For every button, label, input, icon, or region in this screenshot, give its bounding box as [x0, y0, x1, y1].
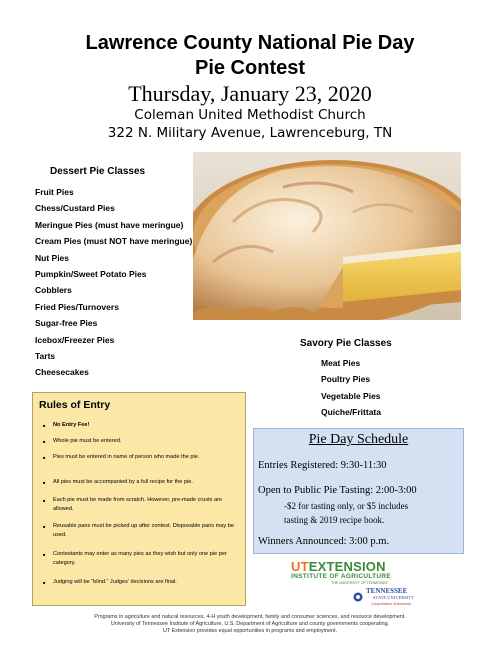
schedule-tasting: Open to Public Pie Tasting: 2:00-3:00 — [258, 485, 417, 496]
event-address: 322 N. Military Avenue, Lawrenceburg, TN — [107, 125, 393, 141]
dessert-class-item: Fruit Pies — [35, 187, 74, 197]
schedule-entries: Entries Registered: 9:30-11:30 — [258, 460, 387, 471]
tsu-seal-icon — [353, 589, 363, 599]
rule-item: ■ All pies must be accompanied by a full recipe for the pie. — [53, 478, 241, 487]
event-venue: Coleman United Methodist Church — [134, 107, 366, 123]
rule-item: ■ Judging will be “blind.” Judges’ decisions are final. — [53, 578, 241, 587]
footer-line2: University of Tennessee Institute of Agriculture, U.S. Department of Agriculture and county governments cooperating. — [110, 621, 390, 627]
rules-of-entry-box — [32, 392, 246, 606]
ut-tiny-label: THE UNIVERSITY OF TENNESSEE — [331, 581, 388, 585]
schedule-heading: Pie Day Schedule — [308, 432, 409, 447]
rule-item: ■ Whole pie must be entered. — [53, 437, 241, 446]
rule-item: ■ Contestants may enter as many pies as they wish but only one pie per category. — [53, 550, 241, 568]
ut-institute-label: INSTITUTE OF AGRICULTURE — [291, 573, 391, 580]
schedule-price-line2: tasting & 2019 recipe book. — [284, 515, 385, 525]
dessert-class-item: Sugar-free Pies — [35, 318, 98, 329]
dessert-class-item: Cheesecakes — [35, 367, 89, 378]
dessert-class-item: Meringue Pies (must have meringue) — [35, 219, 184, 230]
pie-day-schedule-box — [253, 428, 464, 554]
dessert-classes-heading: Dessert Pie Classes — [50, 166, 146, 177]
schedule-price-line1: -$2 for tasting only, or $5 includes — [284, 501, 409, 511]
schedule-winners: Winners Announced: 3:00 p.m. — [258, 536, 390, 547]
rule-item: ■ No Entry Fee! — [53, 421, 241, 430]
ut-extension-wordmark: UTEXTENSION — [291, 559, 386, 574]
dessert-class-item: Cobblers — [35, 285, 72, 296]
dessert-class-item: Tarts — [35, 351, 56, 362]
page-title: Lawrence County National Pie Day — [85, 32, 415, 54]
event-date: Thursday, January 23, 2020 — [128, 81, 372, 106]
page-subtitle: Pie Contest — [194, 57, 306, 79]
savory-class-item: Poultry Pies — [321, 374, 371, 385]
tsu-name: TENNESSEE — [366, 587, 408, 595]
savory-classes-heading: Savory Pie Classes — [300, 338, 392, 349]
dessert-class-item: Fried Pies/Turnovers — [35, 301, 119, 312]
tsu-tiny: Cooperative Extension — [371, 601, 412, 606]
ut-extension-logo — [291, 560, 431, 586]
rule-item: ■ Pies must be entered in name of person who made the pie. — [53, 453, 241, 462]
dessert-class-item: Pumpkin/Sweet Potato Pies — [35, 269, 147, 280]
savory-classes-list — [321, 355, 381, 421]
dessert-classes-list — [35, 184, 192, 381]
dessert-class-item: Chess/Custard Pies — [35, 203, 115, 214]
dessert-class-item: Cream Pies (must NOT have meringue) — [35, 236, 193, 247]
savory-class-item: Quiche/Frittata — [321, 407, 381, 418]
footer-line3: UT Extension provides equal opportunities in programs and employment. — [163, 628, 337, 634]
rule-item: ■ Each pie must be made from scratch. However, pre-made crusts are allowed. — [53, 496, 241, 514]
rule-item: ■ Reusable pans must be picked up after contest. Disposable pans may be used. — [53, 522, 241, 540]
savory-class-item: Vegetable Pies — [321, 390, 381, 401]
dessert-class-item: Icebox/Freezer Pies — [35, 334, 115, 345]
meringue-pie-photo — [193, 152, 461, 320]
footer-line1: Programs in agriculture and natural resources, 4-H youth development, family and consumer sciences, and resource development. — [94, 614, 406, 620]
rules-heading: Rules of Entry — [39, 399, 111, 411]
dessert-class-item: Nut Pies — [35, 252, 70, 263]
tsu-extension-logo — [353, 587, 433, 609]
tsu-sub: STATE UNIVERSITY — [373, 595, 415, 600]
savory-class-item: Meat Pies — [321, 358, 361, 368]
